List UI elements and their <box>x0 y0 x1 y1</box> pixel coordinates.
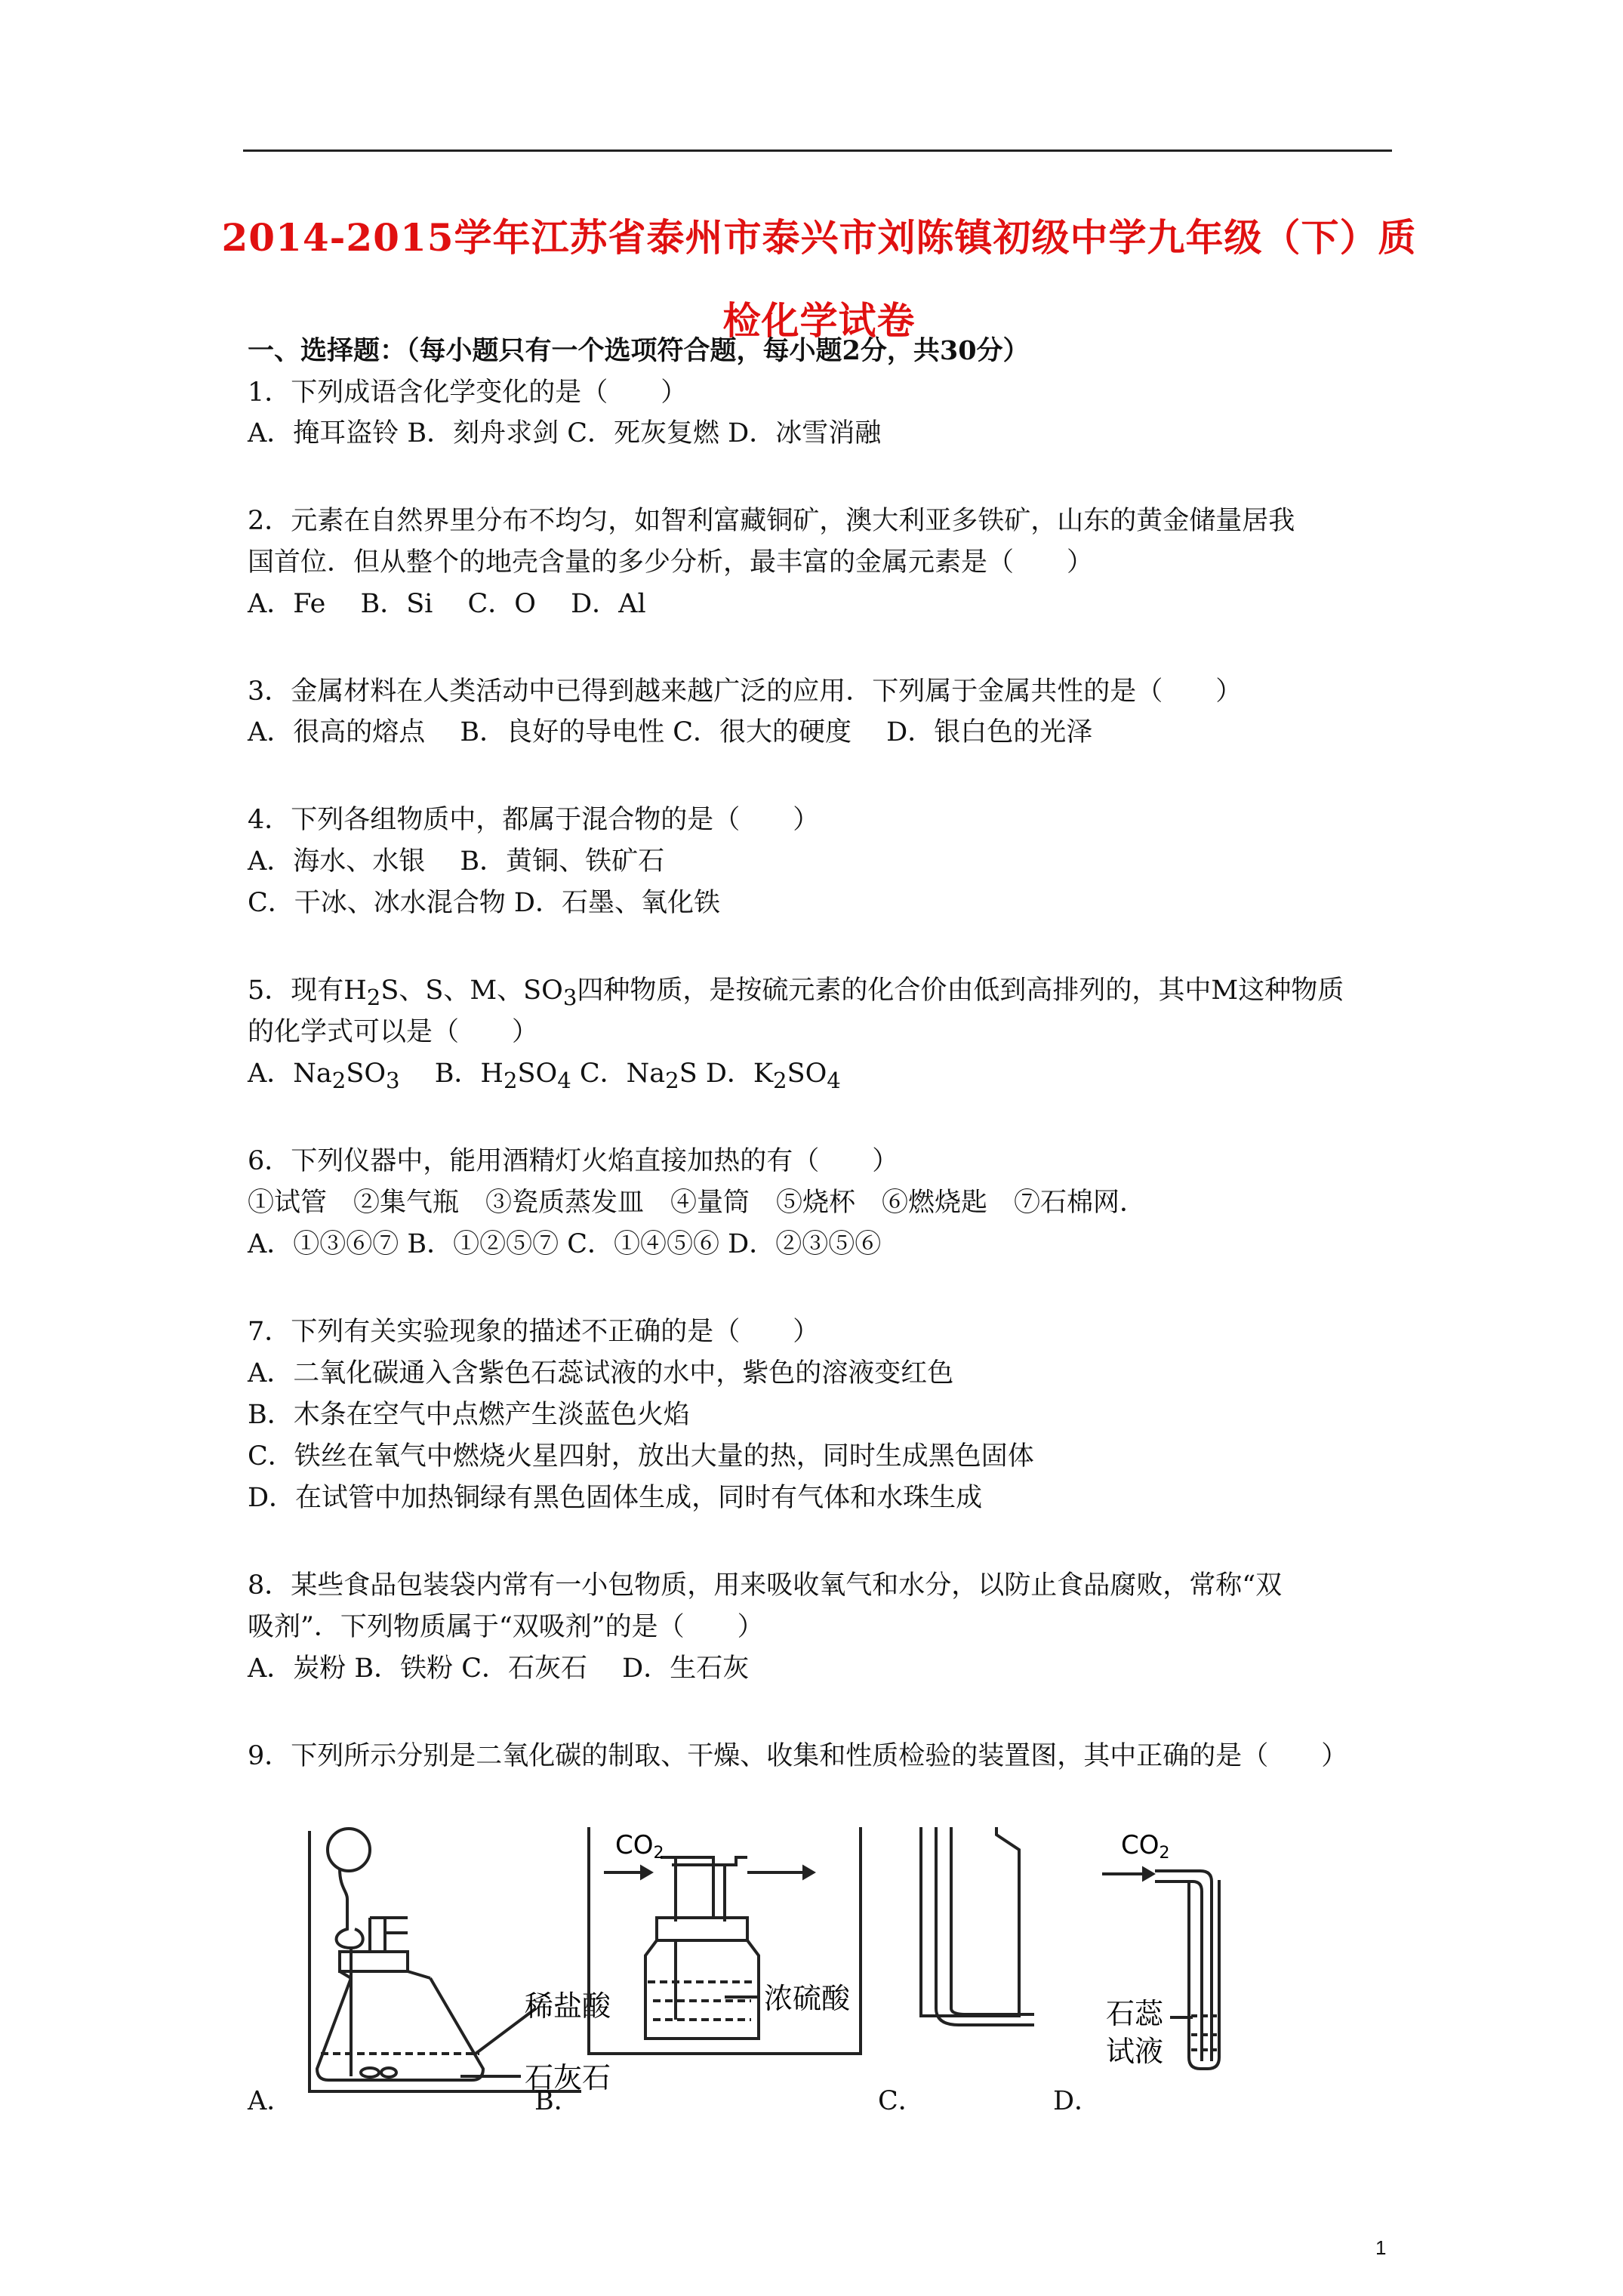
q8-stem-line1: 8．某些食品包装袋内常有一小包物质，用来吸收氧气和水分，以防止食品腐败，常称“双 <box>248 1570 1283 1601</box>
q2-stem-line1: 2．元素在自然界里分布不均匀，如智利富藏铜矿，澳大利亚多铁矿，山东的黄金储量居我 <box>248 506 1295 536</box>
q9-label-d: D． <box>1053 2086 1101 2116</box>
q3-stem: 3．金属材料在人类活动中已得到越来越广泛的应用．下列属于金属共性的是（ ） <box>248 676 1243 707</box>
figure-b-dryer <box>589 1823 876 2068</box>
exam-title-line2: 检化学试卷 <box>722 298 916 343</box>
label-conc-h2so4: 浓硫酸 <box>764 1982 851 2015</box>
page-number: 1 <box>1375 2236 1387 2259</box>
gas-jar-diagram <box>906 1827 1034 2039</box>
q7-option-c: C．铁丝在氧气中燃烧火星四射，放出大量的热，同时生成黑色固体 <box>248 1441 1034 1472</box>
section-heading: 一、选择题：（每小题只有一个选项符合题，每小题2分，共30分） <box>248 335 1030 366</box>
q6-stem: 6．下列仪器中，能用酒精灯火焰直接加热的有（ ） <box>248 1146 899 1176</box>
q7-option-a: A．二氧化碳通入含紫色石蕊试液的水中，紫色的溶液变红色 <box>248 1358 954 1388</box>
q6-items: ①试管 ②集气瓶 ③瓷质蒸发皿 ④量筒 ⑤烧杯 ⑥燃烧匙 ⑦石棉网． <box>248 1188 1147 1218</box>
q2-stem-line2: 国首位．但从整个的地壳含量的多少分析，最丰富的金属元素是（ ） <box>248 547 1094 578</box>
q1-options: A．掩耳盗铃 B．刻舟求剑 C．死灰复燃 D．冰雪消融 <box>248 418 882 448</box>
q8-options: A．炭粉 B．铁粉 C．石灰石 D．生石灰 <box>248 1653 750 1684</box>
q7-option-d: D．在试管中加热铜绿有黑色固体生成，同时有气体和水珠生成 <box>248 1483 983 1513</box>
q7-option-b: B．木条在空气中点燃产生淡蓝色火焰 <box>248 1400 690 1430</box>
exam-title-line1: 2014-2015学年江苏省泰州市泰兴市刘陈镇初级中学九年级（下）质 <box>221 215 1417 260</box>
header-rule <box>243 149 1392 152</box>
q9-label-a: A． <box>248 2086 294 2116</box>
label-limestone: 石灰石 <box>525 2061 611 2094</box>
label-litmus-2: 试液 <box>1106 2035 1164 2068</box>
q2-options: A．Fe B．Si C．O D．Al <box>248 589 646 619</box>
q6-options: A．①③⑥⑦ B．①②⑤⑦ C．①④⑤⑥ D．②③⑤⑥ <box>248 1229 882 1259</box>
flask-diagram <box>294 1827 611 2099</box>
q5-options: A．$Na_2SO_3$ B．$H_2SO_4$ C．$Na_2S$ D．$K_2SO_4$ <box>248 1059 841 1093</box>
q3-options: A．很高的熔点 B．良好的导电性 C．很大的硬度 D．银白色的光泽 <box>248 717 1093 747</box>
figure-d-litmus-test <box>1072 1820 1313 2072</box>
q1-stem: 1．下列成语含化学变化的是（ ） <box>248 378 688 408</box>
q8-stem-line2: 吸剂”．下列物质属于“双吸剂”的是（ ） <box>248 1612 764 1642</box>
q9-stem: 9．下列所示分别是二氧化碳的制取、干燥、收集和性质检验的装置图，其中正确的是（ ） <box>248 1741 1348 1771</box>
q5-stem-line2: 的化学式可以是（ ） <box>248 1017 539 1047</box>
label-co2-d: CO2 <box>1121 1830 1170 1863</box>
q5-stem-line1: 5．现有$H_2S$、S、M、$SO_3$四种物质，是按硫元素的化合价由低到高排列的，其中M这种物质 <box>248 975 1344 1010</box>
q4-stem: 4．下列各组物质中，都属于混合物的是（ ） <box>248 805 820 835</box>
label-litmus-1: 石蕊 <box>1106 1997 1164 2030</box>
label-co2-b: CO2 <box>615 1830 664 1863</box>
q7-stem: 7．下列有关实验现象的描述不正确的是（ ） <box>248 1317 820 1347</box>
q9-label-c: C． <box>878 2086 925 2116</box>
label-dilute-hcl: 稀盐酸 <box>525 1989 611 2023</box>
q9-label-b: B． <box>534 2086 581 2116</box>
test-tube-diagram <box>1072 1820 1313 2069</box>
figure-a-generator <box>294 1827 611 2102</box>
drying-bottle-diagram <box>589 1823 876 2065</box>
q4-options-line2: C．干冰、冰水混合物 D．石墨、氧化铁 <box>248 888 720 918</box>
q4-options-line1: A．海水、水银 B．黄铜、铁矿石 <box>248 846 665 877</box>
figure-c-collector <box>906 1827 1034 2042</box>
